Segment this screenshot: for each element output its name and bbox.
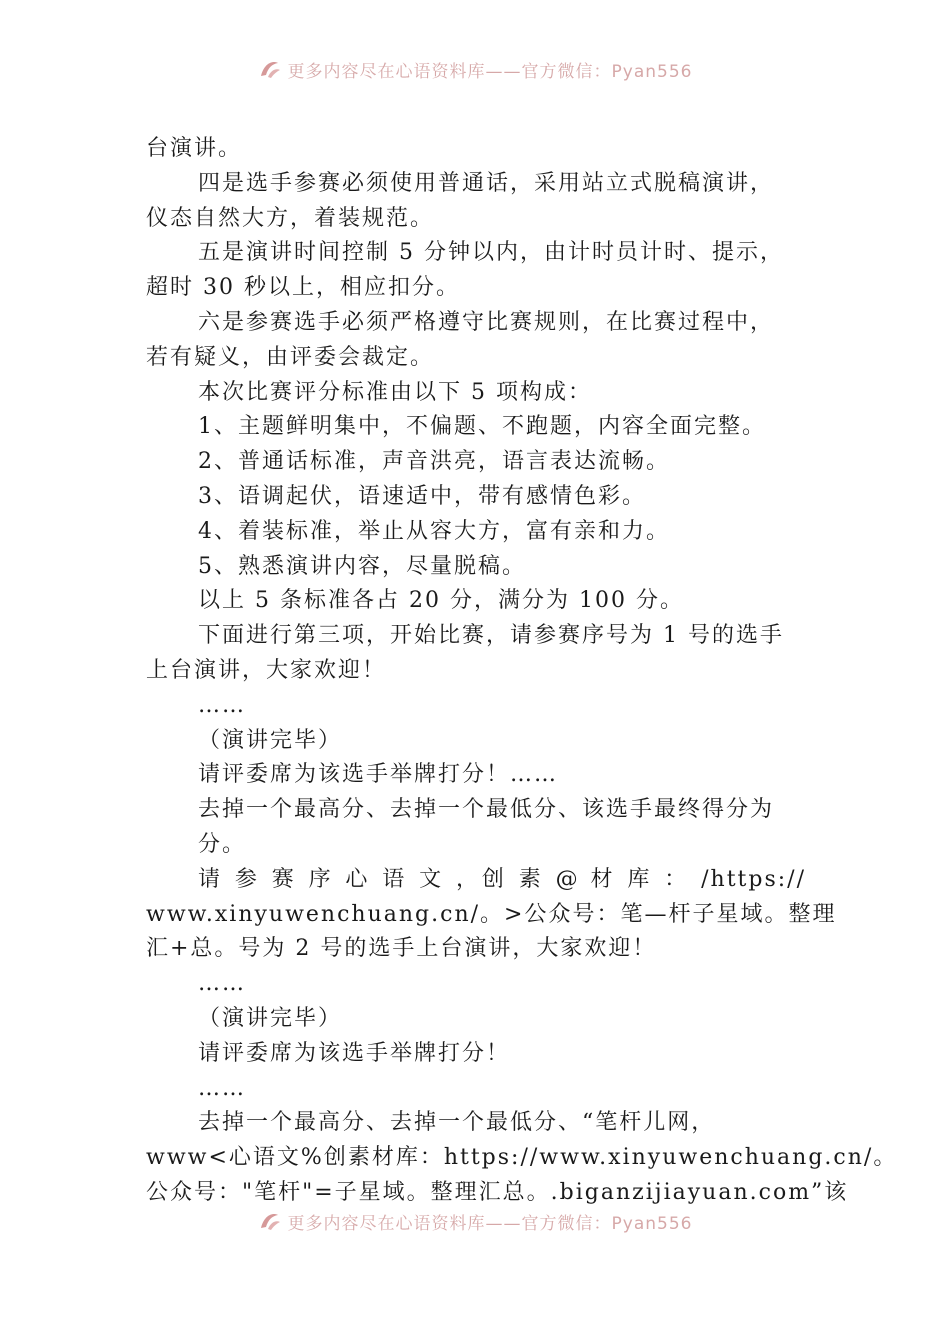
text-line: ……	[198, 692, 246, 718]
text-line: www<心语文%创素材库：https://www.xinyuwenchuang.cn/。	[146, 1145, 898, 1171]
text-line: 请 参 赛 序 心 语 文 ，创 素 @ 材 库 ： /https://	[198, 866, 806, 892]
text-line: 请评委席为该选手举牌打分！……	[198, 762, 559, 788]
text-line: 1、主题鲜明集中，不偏题、不跑题，内容全面完整。	[198, 414, 766, 440]
text-line: （演讲完毕）	[198, 727, 343, 753]
text-line: 3、语调起伏，语速适中，带有感情色彩。	[198, 483, 646, 509]
logo-icon	[258, 58, 282, 80]
text-line: （演讲完毕）	[198, 1005, 343, 1031]
text-line: 以上 5 条标准各占 20 分，满分为 100 分。	[198, 588, 684, 614]
text-line: 超时 30 秒以上，相应扣分。	[146, 275, 460, 301]
text-line: 2、普通话标准，声音洪亮，语言表达流畅。	[198, 449, 670, 475]
text-line: 去掉一个最高分、去掉一个最低分、该选手最终得分为	[198, 797, 775, 823]
text-line: 六是参赛选手必须严格遵守比赛规则，在比赛过程中，	[198, 309, 775, 335]
text-line: 4、着装标准，举止从容大方，富有亲和力。	[198, 518, 670, 544]
watermark-text: 更多内容尽在心语资料库——官方微信：Pyan556	[287, 1213, 693, 1234]
text-line: 台演讲。	[146, 136, 243, 161]
text-line: 分。	[198, 831, 247, 857]
document-body	[146, 132, 898, 1211]
text-line: 公众号："笔杆"=子星域。整理汇总。.biganzijiayuan.com”该	[146, 1179, 849, 1205]
watermark-footer	[0, 1210, 950, 1232]
text-line: 汇+总。号为 2 号的选手上台演讲，大家欢迎！	[146, 936, 657, 962]
text-line: ……	[198, 971, 246, 997]
text-line: 仪态自然大方，着装规范。	[146, 205, 435, 231]
text-line: 若有疑义，由评委会裁定。	[146, 344, 435, 370]
text-line: www.xinyuwenchuang.cn/。>公众号：笔—杆子星域。整理	[146, 901, 837, 927]
text-line: 5、熟悉演讲内容，尽量脱稿。	[198, 553, 526, 579]
text-line: 本次比赛评分标准由以下 5 项构成：	[198, 379, 592, 405]
text-line: 请评委席为该选手举牌打分！	[198, 1040, 511, 1066]
logo-icon	[258, 1210, 282, 1232]
watermark-text: 更多内容尽在心语资料库——官方微信：Pyan556	[287, 61, 693, 82]
text-line: 下面进行第三项，开始比赛，请参赛序号为 1 号的选手	[198, 623, 784, 649]
text-line: 去掉一个最高分、去掉一个最低分、“笔杆儿网，	[198, 1110, 716, 1136]
watermark-header	[0, 58, 950, 80]
text-line: 五是演讲时间控制 5 分钟以内，由计时员计时、提示，	[198, 240, 784, 266]
text-line: ……	[198, 1075, 246, 1101]
text-line: 四是选手参赛必须使用普通话，采用站立式脱稿演讲，	[198, 170, 775, 196]
text-line: 上台演讲，大家欢迎！	[146, 657, 387, 683]
